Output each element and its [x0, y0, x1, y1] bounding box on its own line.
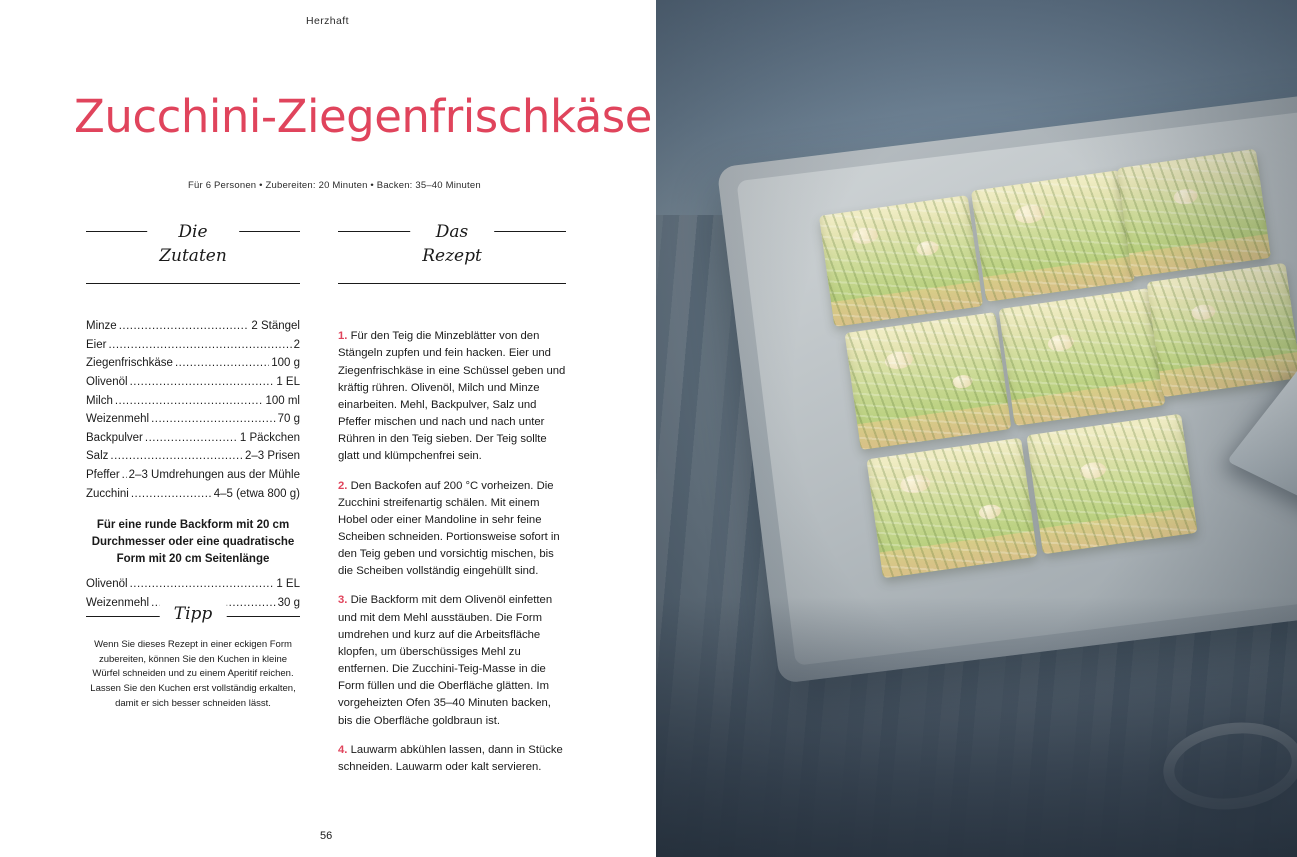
- ingredient-value: 100 g: [271, 357, 300, 370]
- leader-dots: [119, 317, 250, 336]
- recipe-column: [338, 222, 566, 773]
- leader-dots: [175, 354, 269, 373]
- cheese-spot: [1047, 333, 1075, 352]
- ingredient-name: Minze: [86, 320, 117, 332]
- ingredient-value: 4–5 (etwa 800 g): [213, 487, 300, 500]
- cheese-spot: [1173, 187, 1199, 205]
- cheese-spot: [978, 503, 1002, 520]
- ingredient-value: 2: [293, 338, 300, 351]
- step-text: Lauwarm abkühlen lassen, dann in Stücke schneiden. Lauwarm oder kalt servieren.: [338, 743, 563, 773]
- ingredient-value: 2 Stängel: [251, 320, 300, 332]
- ingredient-value: 1 EL: [276, 375, 300, 388]
- cheese-spot: [899, 473, 931, 495]
- ingredient-value: 100 ml: [265, 394, 300, 407]
- list-item: [86, 429, 300, 448]
- recipe-step: [338, 742, 566, 776]
- ingredients-heading: [86, 222, 300, 287]
- list-item: [86, 410, 300, 429]
- cake-piece: [1117, 149, 1271, 277]
- step-number: 3.: [338, 594, 348, 607]
- ingredient-value: 2–3 Umdrehungen aus der Mühle: [128, 469, 300, 481]
- cheese-spot: [851, 226, 879, 245]
- ingredient-name: Eier: [86, 338, 107, 351]
- ingredient-name: Weizenmehl: [86, 596, 150, 609]
- recipe-steps: [338, 317, 566, 788]
- tipp-title: Tipp: [160, 604, 227, 624]
- ingredient-name: Olivenöl: [86, 375, 128, 388]
- cheese-spot: [1079, 461, 1107, 480]
- list-item: [86, 354, 300, 373]
- recipe-step: [338, 328, 566, 465]
- step-text: Für den Teig die Minzeblätter von den Stängeln zupfen und fein hacken. Eier und Ziegenfrischkäse in eine Schüssel geben und kräftig rühren. Olivenöl, Milch und Minze einarbeiten. Mehl, Backpulver, Salz und Pfeffer mischen und nach und nach unter Rühren in den Teig sieben. Der Teig sollte glatt und klümpchenfrei sein.: [338, 330, 566, 463]
- leader-dots: [115, 392, 264, 411]
- list-item: [86, 575, 300, 594]
- recipe-heading-line2: Rezept: [422, 245, 482, 266]
- list-item: [86, 485, 300, 504]
- recipe-step: [338, 478, 566, 581]
- cheese-spot: [1014, 203, 1046, 225]
- list-item: [86, 447, 300, 466]
- step-text: Den Backofen auf 200 °C vorheizen. Die Zucchini streifenartig schälen. Mit einem Hobel oder einer Mandoline in sehr feine Scheiben schneiden. Portionsweise sofort in den Teig geben und vorsichtig mischen, bis die Scheiben vollständig eingehüllt sind.: [338, 479, 560, 578]
- rule: [86, 283, 300, 284]
- ingredient-name: Olivenöl: [86, 578, 128, 591]
- step-number: 4.: [338, 743, 348, 756]
- ingredients-heading-line2: Zutaten: [159, 245, 227, 266]
- list-item: [86, 373, 300, 392]
- recipe-photo: [656, 0, 1297, 857]
- ingredient-value: 70 g: [277, 413, 300, 426]
- step-number: 2.: [338, 479, 348, 492]
- leader-dots: [131, 485, 212, 504]
- leader-dots: [130, 373, 275, 392]
- list-item: [86, 336, 300, 355]
- list-item: [86, 317, 300, 336]
- cheese-spot: [1190, 303, 1216, 321]
- ingredient-name: Backpulver: [86, 431, 143, 444]
- cheese-spot: [916, 240, 940, 257]
- ingredient-list: [86, 317, 300, 613]
- cheese-spot: [884, 350, 914, 371]
- ingredients-heading-line1: Die: [159, 221, 227, 244]
- recipe-meta: Für 6 Personen • Zubereiten: 20 Minuten • Backen: 35–40 Minuten: [188, 180, 481, 191]
- recipe-heading: [338, 222, 566, 287]
- wood-table-foreground: [656, 597, 1297, 857]
- rule: [338, 283, 566, 284]
- cake-piece: [1026, 414, 1197, 555]
- ingredient-name: Salz: [86, 450, 109, 463]
- ingredient-name: Ziegenfrischkäse: [86, 357, 173, 370]
- cake-piece: [971, 170, 1135, 302]
- cake-piece: [819, 195, 983, 327]
- ingredient-name: Weizenmehl: [86, 413, 150, 426]
- list-item: [86, 392, 300, 411]
- recipe-heading-line1: Das: [422, 221, 482, 244]
- tipp-box: [86, 604, 300, 712]
- leader-dots: [110, 447, 243, 466]
- ingredients-subheading: Für eine runde Backform mit 20 cm Durchmesser oder eine quadratische Form mit 20 cm Seitenlänge: [91, 519, 295, 565]
- page-title: Zucchini-Ziegenfrischkäse: [74, 90, 652, 143]
- ingredient-value: 1 EL: [276, 578, 300, 591]
- cake-piece: [866, 438, 1037, 579]
- cheese-spot: [952, 374, 974, 390]
- ingredient-value: 2–3 Prisen: [245, 450, 300, 463]
- step-text: Die Backform mit dem Olivenöl einfetten und mit dem Mehl ausstäuben. Die Form umdrehen und kurz auf die Arbeitsfläche klopfen, um überschüssiges Mehl zu entfernen. Die Zucchini-Teig-Masse in die Form füllen und die Oberfläche glätten. Im vorgeheizten Ofen 35–40 Minuten backen, bis die Oberfläche goldbraun ist.: [338, 594, 553, 727]
- page-number: 56: [320, 830, 333, 842]
- cake-piece: [845, 312, 1012, 450]
- ingredient-name: Pfeffer: [86, 469, 120, 481]
- ingredient-name: Milch: [86, 394, 113, 407]
- section-label: Herzhaft: [306, 15, 349, 27]
- cake-piece: [1147, 263, 1297, 397]
- leader-dots: [130, 575, 275, 594]
- ingredients-column: [86, 222, 300, 609]
- ingredient-name: Zucchini: [86, 487, 129, 500]
- leader-dots: [122, 466, 127, 485]
- step-number: 1.: [338, 330, 348, 343]
- tipp-text: Wenn Sie dieses Rezept in einer eckigen Form zubereiten, können Sie den Kuchen in kleine Würfel schneiden und zu einem Aperitif reichen. Lassen Sie den Kuchen erst vollständig erkalten, damit er sich besser schneiden lässt.: [90, 639, 296, 709]
- leader-dots: [145, 429, 238, 448]
- leader-dots: [151, 410, 276, 429]
- leader-dots: [108, 336, 291, 355]
- ingredient-value: 1 Päckchen: [239, 431, 300, 444]
- ingredient-value: 30 g: [277, 596, 300, 609]
- cake-piece: [999, 288, 1166, 426]
- list-item: [86, 466, 300, 485]
- recipe-step: [338, 592, 566, 729]
